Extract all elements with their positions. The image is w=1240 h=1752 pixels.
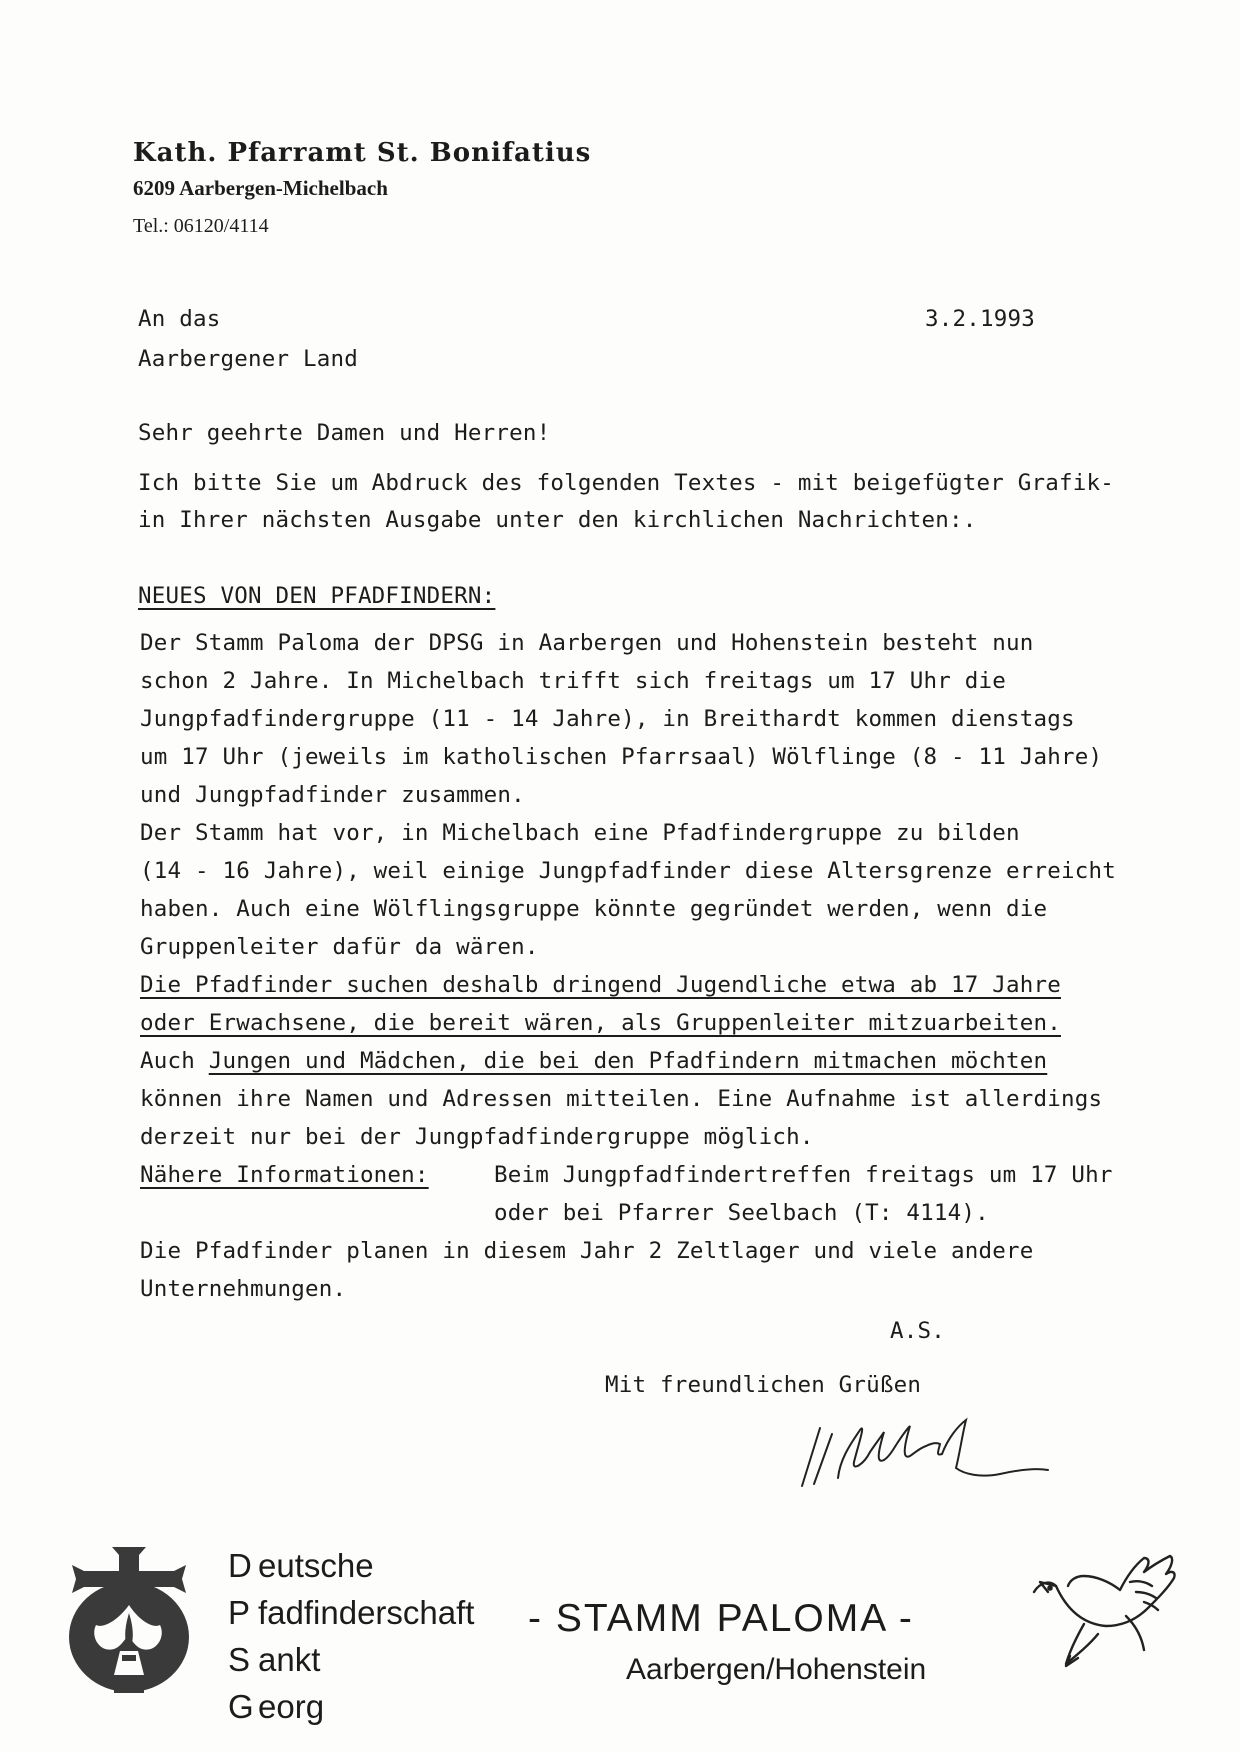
- article-heading: NEUES VON DEN PFADFINDERN:: [138, 583, 496, 609]
- also-line-3: derzeit nur bei der Jungpfadfindergruppe möglich.: [140, 1124, 814, 1150]
- signature-drawing: [780, 1408, 1060, 1498]
- info-line-2: oder bei Pfarrer Seelbach (T: 4114).: [494, 1200, 989, 1226]
- dpsg-line: [228, 1636, 474, 1683]
- footer-graphic: [0, 1500, 1240, 1752]
- dpsg-word: eutsche: [258, 1547, 374, 1584]
- info-label: Nähere Informationen:: [140, 1162, 429, 1188]
- intro-line-1: Ich bitte Sie um Abdruck des folgenden Textes - mit beigefügter Grafik-: [138, 470, 1114, 496]
- also-line-2: können ihre Namen und Adressen mitteilen. Eine Aufnahme ist allerdings: [140, 1086, 1103, 1112]
- dpsg-word: ankt: [258, 1641, 321, 1678]
- stamm-location: Aarbergen/Hohenstein: [626, 1653, 927, 1686]
- salutation: Sehr geehrte Damen und Herren!: [138, 420, 551, 446]
- dpsg-initial: P: [228, 1594, 251, 1631]
- parish-city: 6209 Aarbergen-Michelbach: [133, 176, 388, 200]
- info-line-1: Beim Jungpfadfindertreffen freitags um 17 Uhr: [494, 1162, 1113, 1188]
- stamm-name: - STAMM PALOMA -: [528, 1597, 914, 1640]
- article-line: (14 - 16 Jahre), weil einige Jungpfadfinder diese Altersgrenze erreicht: [140, 858, 1116, 884]
- intro-line-2: in Ihrer nächsten Ausgabe unter den kirchlichen Nachrichten:.: [138, 507, 977, 533]
- article-line: um 17 Uhr (jeweils im katholischen Pfarrsaal) Wölflinge (8 - 11 Jahre): [140, 744, 1103, 770]
- dpsg-wordmark: [228, 1542, 474, 1730]
- dpsg-initial: S: [228, 1641, 251, 1678]
- dpsg-word: eorg: [258, 1688, 325, 1725]
- recipient-line-1: An das: [138, 306, 221, 332]
- dpsg-line: [228, 1589, 474, 1636]
- letterhead: [133, 138, 591, 238]
- letter-date: 3.2.1993: [925, 306, 1035, 332]
- dpsg-word: fadfinderschaft: [258, 1594, 475, 1631]
- recipient-line-2: Aarbergener Land: [138, 346, 358, 372]
- dpsg-initial: D: [228, 1547, 252, 1584]
- article-line: Der Stamm hat vor, in Michelbach eine Pfadfindergruppe zu bilden: [140, 820, 1020, 846]
- dpsg-line: [228, 1542, 474, 1589]
- greeting: Mit freundlichen Grüßen: [605, 1372, 922, 1398]
- closing-line: Die Pfadfinder planen in diesem Jahr 2 Zeltlager und viele andere: [140, 1238, 1034, 1264]
- appeal-line: oder Erwachsene, die bereit wären, als Gruppenleiter mitzuarbeiten.: [140, 1010, 1061, 1036]
- article-line: Der Stamm Paloma der DPSG in Aarbergen und Hohenstein besteht nun: [140, 630, 1034, 656]
- parish-name: Kath. Pfarramt St. Bonifatius: [133, 138, 592, 168]
- article-line: Gruppenleiter dafür da wären.: [140, 934, 539, 960]
- dpsg-lily-cross-icon: [64, 1547, 194, 1697]
- appeal-line: Die Pfadfinder suchen deshalb dringend Jugendliche etwa ab 17 Jahre: [140, 972, 1061, 998]
- closing-line: Unternehmungen.: [140, 1276, 347, 1302]
- dove-icon: [1026, 1552, 1186, 1672]
- also-line-1: [140, 1048, 1047, 1074]
- dpsg-initial: G: [228, 1688, 254, 1725]
- parish-phone: Tel.: 06120/4114: [133, 215, 269, 237]
- article-line: und Jungpfadfinder zusammen.: [140, 782, 525, 808]
- also-prefix: Auch: [140, 1048, 209, 1074]
- article-line: haben. Auch eine Wölflingsgruppe könnte gegründet werden, wenn die: [140, 896, 1048, 922]
- article-line: Jungpfadfindergruppe (11 - 14 Jahre), in Breithardt kommen dienstags: [140, 706, 1075, 732]
- also-underlined: Jungen und Mädchen, die bei den Pfadfindern mitmachen möchten: [208, 1048, 1048, 1074]
- initials: A.S.: [890, 1318, 945, 1344]
- dpsg-line: [228, 1683, 474, 1730]
- article-line: schon 2 Jahre. In Michelbach trifft sich freitags um 17 Uhr die: [140, 668, 1007, 694]
